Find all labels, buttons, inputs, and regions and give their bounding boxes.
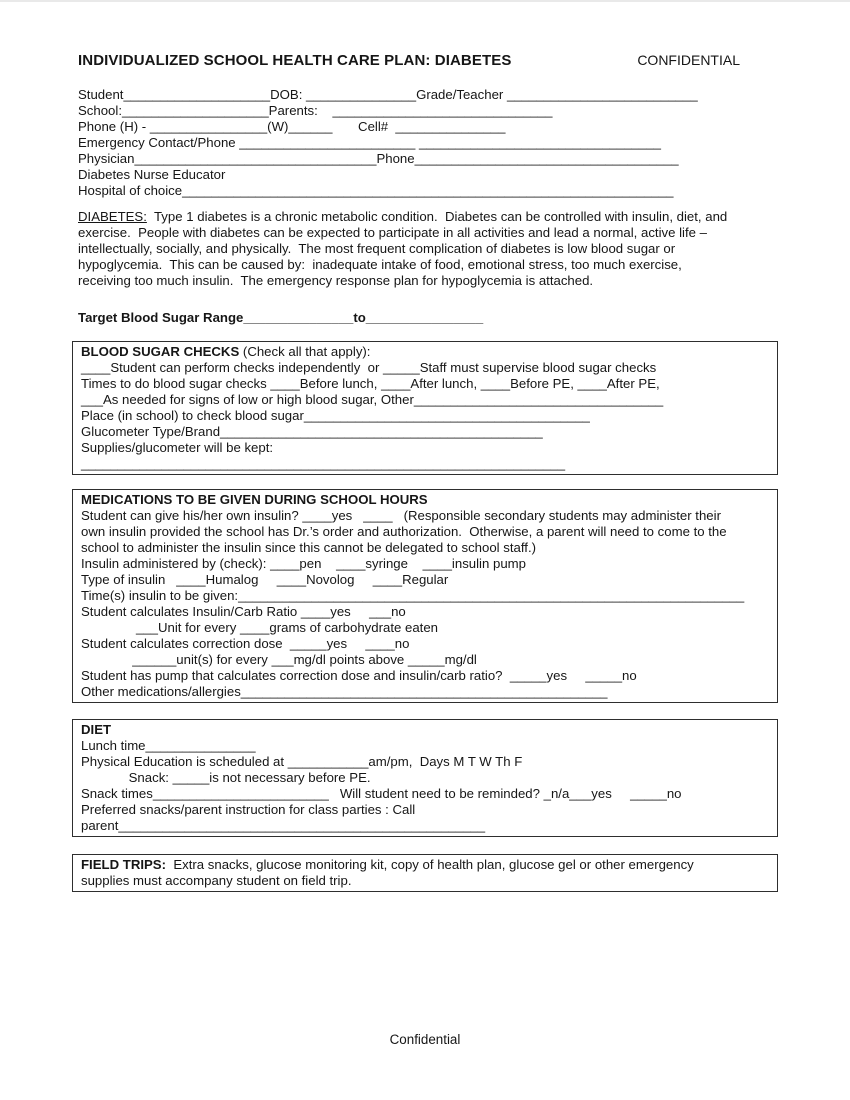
- snack-times-line: Snack times________________________ Will student need to be reminded? _n/a___yes _____no: [81, 786, 682, 801]
- insulin-times-line: Time(s) insulin to be given:_____________________________________________________________________: [81, 588, 745, 603]
- call-parent-line: parent__________________________________________________: [81, 818, 486, 833]
- phone-cell-line: Phone (H) - ________________(W)______ Cell# _______________: [78, 119, 506, 134]
- emergency-contact-line: Emergency Contact/Phone ________________________ _________________________________: [78, 135, 661, 150]
- physical-education-line: Physical Education is scheduled at ___________am/pm, Days M T W Th F: [81, 754, 523, 769]
- target-blood-sugar-line: Target Blood Sugar Range_______________to________________: [78, 310, 484, 325]
- as-needed-line: ___As needed for signs of low or high blood sugar, Other__________________________________: [81, 392, 664, 407]
- field-trips-title: FIELD TRIPS:: [81, 857, 166, 872]
- supplies-kept-line: Supplies/glucometer will be kept:: [81, 440, 274, 455]
- lunch-time-line: Lunch time_______________: [81, 738, 256, 753]
- snack-before-pe-line: Snack: _____is not necessary before PE.: [81, 770, 371, 785]
- physician-phone-line: Physician_________________________________Phone____________________________________: [78, 151, 679, 166]
- own-insulin-line: Student can give his/her own insulin? ____yes ____ (Responsible secondary students may administer their: [81, 508, 721, 523]
- place-to-check-line: Place (in school) to check blood sugar_______________________________________: [81, 408, 590, 423]
- demographics-section: [78, 87, 778, 199]
- diabetes-description-line-5: receiving too much insulin. The emergency response plan for hypoglycemia is attached.: [78, 273, 594, 288]
- confidential-label: CONFIDENTIAL: [637, 52, 740, 68]
- nurse-educator-line: Diabetes Nurse Educator: [78, 167, 226, 182]
- blood-sugar-checks-subtitle: (Check all that apply):: [239, 344, 371, 359]
- times-to-check-line: Times to do blood sugar checks ____Before lunch, ____After lunch, ____Before PE, ____After PE,: [81, 376, 660, 391]
- field-trips-line-1: [81, 857, 773, 873]
- diabetes-label: DIABETES:: [78, 209, 147, 224]
- field-trips-box: [72, 854, 778, 892]
- own-insulin-line-2: own insulin provided the school has Dr.’s order and authorization. Otherwise, a parent will need to come to the: [81, 524, 727, 539]
- correction-dose-line: Student calculates correction dose _____yes ____no: [81, 636, 410, 651]
- blood-sugar-checks-box: [72, 341, 778, 475]
- medications-box: [72, 489, 778, 703]
- diabetes-description-text: Type 1 diabetes is a chronic metabolic condition. Diabetes can be controlled with insulin, diet, and: [146, 209, 728, 224]
- field-trips-line-2: supplies must accompany student on field trip.: [81, 873, 352, 888]
- field-trips-text: Extra snacks, glucose monitoring kit, copy of health plan, glucose gel or other emergency: [166, 857, 694, 872]
- carb-ratio-line: Student calculates Insulin/Carb Ratio ____yes ___no: [81, 604, 406, 619]
- pump-calculates-line: Student has pump that calculates correction dose and insulin/carb ratio? _____yes _____no: [81, 668, 637, 683]
- supplies-kept-blank-line: __________________________________________________________________: [81, 456, 566, 471]
- diet-box: [72, 719, 778, 837]
- page-title: INDIVIDUALIZED SCHOOL HEALTH CARE PLAN: DIABETES: [78, 52, 512, 69]
- diabetes-description-line-4: hypoglycemia. This can be caused by: inadequate intake of food, emotional stress, too much exercise,: [78, 257, 682, 272]
- diabetes-description: [78, 209, 778, 289]
- medications-heading: MEDICATIONS TO BE GIVEN DURING SCHOOL HOURS: [81, 492, 428, 507]
- own-insulin-line-3: school to administer the insulin since this cannot be delegated to school staff.): [81, 540, 536, 555]
- insulin-type-line: Type of insulin ____Humalog ____Novolog ____Regular: [81, 572, 449, 587]
- blood-sugar-checks-heading: [81, 344, 773, 360]
- diabetes-description-line-2: exercise. People with diabetes can be expected to participate in all activities and lead a normal, active life –: [78, 225, 707, 240]
- diabetes-description-line-3: intellectually, socially, and physically. The most frequent complication of diabetes is low blood sugar or: [78, 241, 676, 256]
- document-content: [0, 2, 850, 892]
- blood-sugar-checks-title: BLOOD SUGAR CHECKS: [81, 344, 240, 359]
- other-medications-line: Other medications/allergies__________________________________________________: [81, 684, 608, 699]
- hospital-of-choice-line: Hospital of choice___________________________________________________________________: [78, 183, 674, 198]
- checks-independently-line: ____Student can perform checks independently or _____Staff must supervise blood sugar checks: [81, 360, 657, 375]
- document-header: [78, 52, 778, 69]
- insulin-administered-line: Insulin administered by (check): ____pen ____syringe ____insulin pump: [81, 556, 526, 571]
- diabetes-description-line-1: [78, 209, 778, 225]
- unit-per-grams-line: ___Unit for every ____grams of carbohydrate eaten: [81, 620, 438, 635]
- footer-confidential: Confidential: [389, 1032, 461, 1047]
- preferred-snacks-line: Preferred snacks/parent instruction for class parties : Call: [81, 802, 416, 817]
- units-per-mgdl-line: ______unit(s) for every ___mg/dl points above _____mg/dl: [81, 652, 477, 667]
- school-parents-line: School:____________________Parents: ______________________________: [78, 103, 553, 118]
- diet-heading: DIET: [81, 722, 112, 737]
- student-dob-grade-line: Student____________________DOB: _______________Grade/Teacher __________________________: [78, 87, 698, 102]
- glucometer-type-line: Glucometer Type/Brand____________________________________________: [81, 424, 543, 439]
